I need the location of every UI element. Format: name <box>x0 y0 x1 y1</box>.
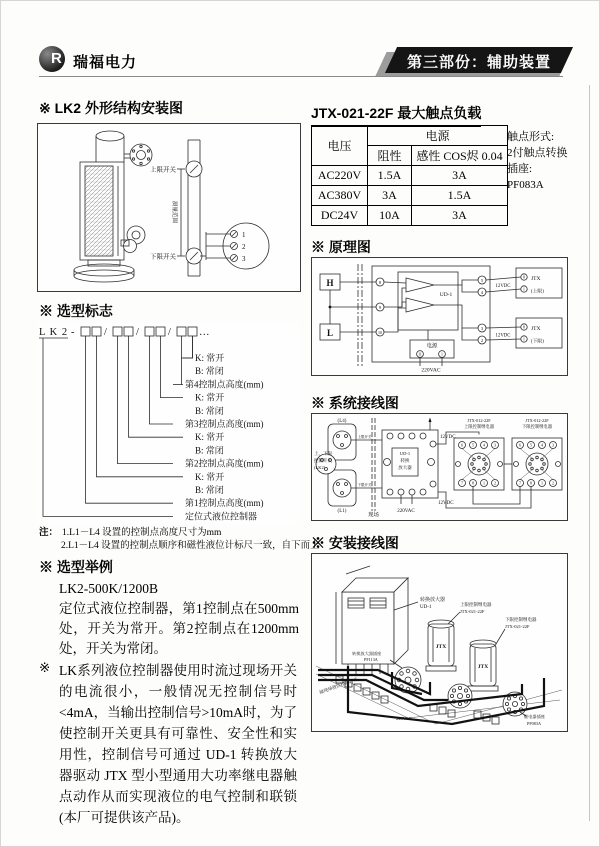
system-vac-label: 220VAC <box>397 509 415 514</box>
socket2-bottom-terminal: 7 <box>519 480 521 486</box>
vac-label: 220VAC <box>421 367 441 373</box>
system-vdc-top: 12VDC <box>440 435 456 440</box>
terminal-11: 11 <box>418 352 422 357</box>
relay-socket-1 <box>454 418 504 490</box>
cell-voltage: DC24V <box>312 206 368 226</box>
switch-group-label-3: (LK2) <box>314 465 326 470</box>
code-label-11: 第1控制点高度(mm) <box>185 498 264 509</box>
amp-label-2: 放大器 <box>398 465 412 470</box>
amp-label-1: 转换 <box>400 458 410 463</box>
ud1-block-label: UD-1 <box>399 451 411 456</box>
socket1-top-terminal: 4 <box>483 442 485 448</box>
terminal-10: 10 <box>378 329 382 335</box>
cell-resistive: 1.5A <box>368 166 412 186</box>
code-label-0: K: 常开 <box>195 353 225 363</box>
contact-load-title: JTX-021-22F 最大触点负载 <box>311 103 481 127</box>
system-title: ※ 系统接线图 <box>311 395 399 411</box>
terminal-1-label: 1 <box>242 231 246 239</box>
field-connection-label: 接现场液位控制开关 <box>318 676 359 695</box>
col-inductive: 感性 COS烬 0.04 <box>412 146 508 166</box>
code-label-1: B: 常闭 <box>195 366 224 377</box>
relay-unit-2 <box>468 616 537 691</box>
contact-form-note <box>507 129 568 193</box>
install-wiring-drawing <box>312 554 565 729</box>
install-title: ※ 安装接线图 <box>311 535 399 551</box>
lk2-structure-drawing <box>38 124 300 291</box>
amp-socket-model: PF113A <box>364 657 378 662</box>
relay2-model: JTX-012-22F <box>525 418 549 423</box>
cell-inductive: 3A <box>412 166 508 186</box>
cell-resistive: 10A <box>368 206 412 226</box>
install-wiring-diagram <box>311 553 568 732</box>
model-code-labels <box>185 352 264 521</box>
example-model-code: LK2-500K/1200B <box>59 581 158 596</box>
fig1-structure-diagram <box>37 123 301 292</box>
switch-l4-label: (L4) <box>337 419 347 424</box>
terminal-2-label: 2 <box>242 243 246 251</box>
note-line-1: 1.L1－L4 设置的控制点高度尺寸为mm <box>62 528 222 538</box>
terminal-5: 5 <box>480 277 484 283</box>
code-label-7: B: 常闭 <box>195 445 224 456</box>
relay1-name: 上限控制继电器 <box>463 424 495 429</box>
relay1-model-label: JTX-021-22F <box>460 609 485 614</box>
socket1-top-terminal: 6 <box>461 442 463 448</box>
code-dots: … <box>199 327 210 338</box>
col-resistive: 阻性 <box>368 146 412 166</box>
selection-title: ※ 选型标志 <box>39 303 113 319</box>
fig1-title: ※ LK2 外形结构安装图 <box>39 100 183 116</box>
cell-voltage: AC380V <box>312 186 368 206</box>
header-divider <box>39 76 563 77</box>
code-label-5: 第3控制点高度(mm) <box>185 419 264 429</box>
principle-input <box>320 264 376 366</box>
code-slash-1: / <box>104 327 107 338</box>
field-switches <box>314 418 382 518</box>
gauge-schematic <box>150 140 269 276</box>
brand-name: 瑞福电力 <box>73 54 138 71</box>
relay2-terminal-1: 1 <box>523 337 525 342</box>
brand-logo-icon <box>39 46 65 72</box>
cell-voltage: AC220V <box>312 166 368 186</box>
model-code-line <box>39 327 210 338</box>
socket2-top-terminal: 3 <box>552 442 554 448</box>
terminal-3-label: 3 <box>242 255 246 263</box>
code-label-3: K: 常开 <box>195 392 225 403</box>
lower-switch-label: 下限开关 <box>150 253 176 261</box>
relay-socket-model: PF083A <box>527 721 541 726</box>
terminal-4: 4 <box>480 289 484 295</box>
example-title: ※ 选型举例 <box>39 559 113 575</box>
table-row <box>312 166 508 186</box>
cell-inductive: 1.5A <box>412 186 508 206</box>
socket2-top-terminal: 5 <box>530 442 532 448</box>
site-label: 现场 <box>367 512 380 518</box>
code-label-9: K: 常开 <box>195 471 225 482</box>
socket2-top-terminal: 6 <box>519 442 521 448</box>
switch-l1-label: (L1) <box>337 509 347 514</box>
relay1-terminal-1: 1 <box>523 287 525 292</box>
cell-resistive: 3A <box>368 186 412 206</box>
contact-form-line1: 触点形式: <box>507 131 555 143</box>
amp-socket-label: 转换放大器插座 <box>352 651 382 656</box>
relay2-model-label: JTX-021-22F <box>505 624 530 629</box>
code-prefix: L K 2 <box>39 327 69 338</box>
relay2-body-label: JTX <box>477 664 489 670</box>
table-row <box>312 186 508 206</box>
power-label: 电源 <box>426 343 438 350</box>
principle-title: ※ 原理图 <box>311 239 371 255</box>
socket2-bottom-terminal: 2 <box>552 480 554 486</box>
model-code-connectors <box>43 336 193 516</box>
socket1-top-terminal: 3 <box>494 442 496 448</box>
vdc-bottom-label: 12VDC <box>495 333 511 339</box>
relay2-name-label: 下限控制继电器 <box>505 617 537 622</box>
socket-line2: PF083A <box>507 179 544 191</box>
note-line-2: 2.L1－L4 设置的控制点顺序和磁性液位计标尺一致，自下而上 <box>61 541 320 551</box>
notes-block <box>39 527 320 553</box>
contact-load-table <box>311 125 508 226</box>
relay2-label: JTX <box>531 326 541 332</box>
socket1-bottom-terminal: 1 <box>483 480 485 486</box>
col-power: 电源 <box>368 126 508 146</box>
code-label-10: B: 常闭 <box>195 485 224 495</box>
relay2-sub-label: (下限) <box>531 339 544 345</box>
example-description: 定位式液位控制器，第1控制点在500mm处，开关为常开。第2控制点在1200mm处，开关为常闭。 <box>59 601 299 656</box>
l-electrode-label: L <box>326 328 334 338</box>
socket2-top-terminal: 4 <box>541 442 543 448</box>
terminal-3: 3 <box>480 325 484 331</box>
terminal-9: 9 <box>378 304 382 310</box>
socket1-bottom-terminal: 7 <box>461 480 463 486</box>
range-label: 测量范围 <box>171 200 177 224</box>
relay-socket-2 <box>512 418 562 490</box>
terminal-8: 8 <box>378 279 382 285</box>
h-electrode-label: H <box>326 278 334 288</box>
series-note-text: LK系列液位控制器使用时流过现场开关的电流很小，一般情况无控制信号时<4mA，当输出控制信号>10mA时，为了使控制开关更具有可靠性、安全性和实用性，控制信号可通过 UD-1 转换放大器驱动 JTX 型小型通用大功率继电器触点动作从而实现液位的电气控制和联锁(本厂可提供该产品)。 <box>59 663 297 825</box>
notes-label: 注： <box>39 528 59 538</box>
contact-form-line2: 2付触点转换 <box>507 147 568 159</box>
socket1-top-terminal: 5 <box>472 442 474 448</box>
relay2-terminal-8: 8 <box>523 325 525 330</box>
ud1-block <box>382 418 456 515</box>
series-note <box>39 660 297 828</box>
system-vdc-bottom: 12VDC <box>438 501 454 506</box>
scan-edge <box>589 85 590 821</box>
ud1-label: UD-1 <box>439 292 453 298</box>
principle-drawing <box>312 258 565 373</box>
amp-name-label: 转换放大器 <box>420 598 446 603</box>
amp-model-label: UD-1 <box>420 605 432 610</box>
code-slash-2: / <box>136 327 139 338</box>
code-label-2: 第4控制点高度(mm) <box>185 379 264 390</box>
relay1-model: JTX-012-22F <box>467 418 491 423</box>
vdc-top-label: 12VDC <box>495 284 511 289</box>
gauge-body <box>74 131 152 282</box>
model-code-diagram <box>37 323 299 524</box>
socket1-bottom-terminal: 8 <box>472 480 474 486</box>
relay2-name: 下限控制继电器 <box>521 424 553 429</box>
socket-line1: 插座: <box>507 163 533 175</box>
switch-group-label-1: 上、下限 <box>314 451 332 456</box>
code-slash-3: / <box>168 327 171 338</box>
relay1-label: JTX <box>531 276 541 282</box>
system-wiring-diagram <box>311 413 568 521</box>
relay1-terminal-8: 8 <box>523 275 525 280</box>
socket1-bottom-terminal: 2 <box>494 480 496 486</box>
switch-group-label-2: 控制开关 <box>314 458 332 463</box>
upper-switch-tiny-label: 上限开关 <box>357 435 372 439</box>
socket2-bottom-terminal: 8 <box>530 480 532 486</box>
cell-inductive: 3A <box>412 206 508 226</box>
principle-diagram <box>311 257 568 376</box>
code-label-4: B: 常闭 <box>195 405 224 416</box>
principle-relays <box>486 268 562 348</box>
terminal-1: 1 <box>441 352 443 357</box>
col-voltage: 电压 <box>312 126 368 166</box>
brand-logo-letter: R <box>51 50 62 67</box>
code-label-8: 第2控制点高度(mm) <box>185 458 264 469</box>
socket2-bottom-terminal: 1 <box>541 480 543 486</box>
code-label-12: 定位式液位控制器 <box>185 511 258 522</box>
section-banner-text: 第三部份：辅助装置 <box>406 54 551 71</box>
terminal-2: 2 <box>480 337 484 343</box>
upper-switch-label: 上限开关 <box>150 166 176 174</box>
install-vac-label: 220VAC <box>396 716 412 721</box>
model-code-drawing <box>37 323 299 524</box>
relay1-body-label: JTX <box>435 644 447 650</box>
table-row <box>312 206 508 226</box>
lower-switch-tiny-label: 下限开关 <box>357 483 372 487</box>
relay1-name-label: 上限控制继电器 <box>460 602 492 607</box>
relay-socket-label: 继电器插座 <box>524 714 545 719</box>
principle-amplifier <box>372 266 490 373</box>
system-wiring-drawing <box>312 414 565 518</box>
relay1-sub-label: (上限) <box>531 289 544 295</box>
code-label-6: K: 常开 <box>195 432 225 443</box>
series-note-marker: ※ <box>39 660 51 675</box>
code-dash: - <box>71 327 75 338</box>
